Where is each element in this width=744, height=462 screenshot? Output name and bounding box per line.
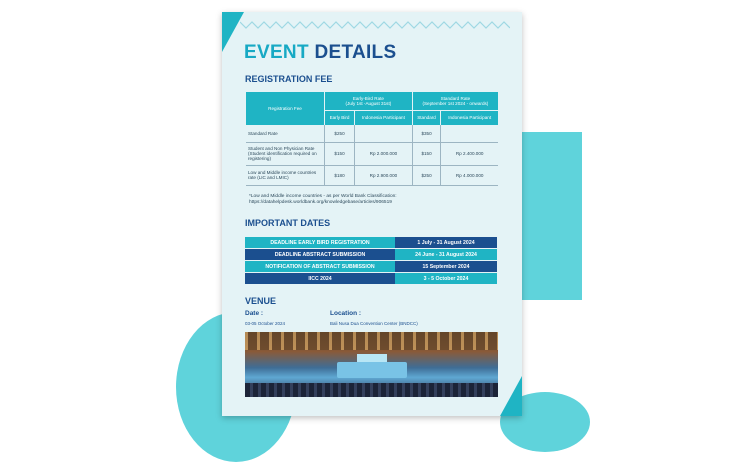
important-dates-table [245, 237, 497, 285]
income-classification-note [249, 194, 489, 206]
cell-early-bird: $180 [325, 165, 355, 185]
date-value: 15 September 2024 [395, 261, 497, 272]
date-label: NOTIFICATION OF ABSTRACT SUBMISSION [245, 261, 395, 272]
title-part-details: DETAILS [314, 42, 397, 63]
table-row [246, 165, 498, 185]
early-bird-title: Early-Bird Rate [352, 95, 384, 101]
photo-ceiling [245, 332, 498, 350]
photo-seating [245, 383, 498, 397]
cell-standard: $250 [412, 165, 441, 185]
standard-dates: (September 1st 2024 - onwards) [422, 100, 489, 106]
date-label: IICC 2024 [245, 273, 395, 284]
date-label: DEADLINE EARLY BIRD REGISTRATION [245, 237, 395, 248]
table-row [246, 142, 498, 165]
date-row [245, 249, 497, 260]
subheader-indonesia-participant: Indonesia Participant [441, 110, 498, 125]
date-row [245, 237, 497, 248]
date-row [245, 261, 497, 272]
cell-standard: $150 [412, 142, 441, 165]
header-standard-rate [412, 92, 498, 110]
registration-fee-table [246, 92, 498, 186]
row-label: Low and Middle income countries rate (LIC and LMIC) [246, 165, 325, 185]
subheader-indonesia-participant: Indonesia Participant [355, 110, 413, 125]
cell-indonesia-early [355, 125, 413, 142]
corner-decoration [222, 12, 244, 52]
photo-stage [337, 362, 407, 378]
early-bird-dates: (July 1st -August 31st) [345, 100, 392, 106]
date-value: 3 - 5 October 2024 [395, 273, 497, 284]
event-date: 03-05 October 2024 [245, 321, 286, 326]
decorative-shape-right [520, 132, 582, 300]
date-value: 24 June - 31 August 2024 [395, 249, 497, 260]
header-registration-fee: Registration Fee [246, 92, 325, 125]
date-label: Date : [245, 310, 264, 317]
cell-indonesia-standard: Rp 4.000.000 [441, 165, 498, 185]
row-label: Standard Rate [246, 125, 325, 142]
event-location: Bali Nusa Dua Convention Center (BNDCC) [330, 321, 418, 326]
header-early-bird-rate [325, 92, 413, 110]
subheader-early-bird: Early Bird [325, 110, 355, 125]
registration-fee-heading: REGISTRATION FEE [245, 74, 333, 84]
note-link[interactable]: https://datahelpdesk.worldbank.org/knowledgebase/articles/906519 [249, 200, 392, 205]
title-part-event: EVENT [244, 42, 309, 63]
corner-decoration [500, 376, 522, 416]
row-label: Student and Non Physician Rate (Student identification required on registering) [246, 142, 325, 165]
venue-photo [245, 332, 498, 397]
cell-indonesia-standard [441, 125, 498, 142]
date-label: DEADLINE ABSTRACT SUBMISSION [245, 249, 395, 260]
date-value: 1 July - 31 August 2024 [395, 237, 497, 248]
note-text: *Low and Middle income countries - as per World Bank Classification: [249, 194, 397, 199]
location-label: Location : [330, 310, 362, 317]
cell-indonesia-early: Rp 2.900.000 [355, 165, 413, 185]
subheader-standard: Standard [412, 110, 441, 125]
table-row [246, 125, 498, 142]
cell-standard: $350 [412, 125, 441, 142]
cell-early-bird: $150 [325, 142, 355, 165]
page-title [244, 42, 396, 64]
cell-early-bird: $250 [325, 125, 355, 142]
standard-title: Standard Rate [440, 95, 471, 101]
important-dates-heading: IMPORTANT DATES [245, 218, 331, 228]
event-details-poster [222, 12, 522, 416]
cell-indonesia-early: Rp 2.000.000 [355, 142, 413, 165]
cell-indonesia-standard: Rp 2.400.000 [441, 142, 498, 165]
zigzag-border [240, 20, 510, 30]
date-row [245, 273, 497, 284]
venue-heading: VENUE [245, 296, 277, 306]
